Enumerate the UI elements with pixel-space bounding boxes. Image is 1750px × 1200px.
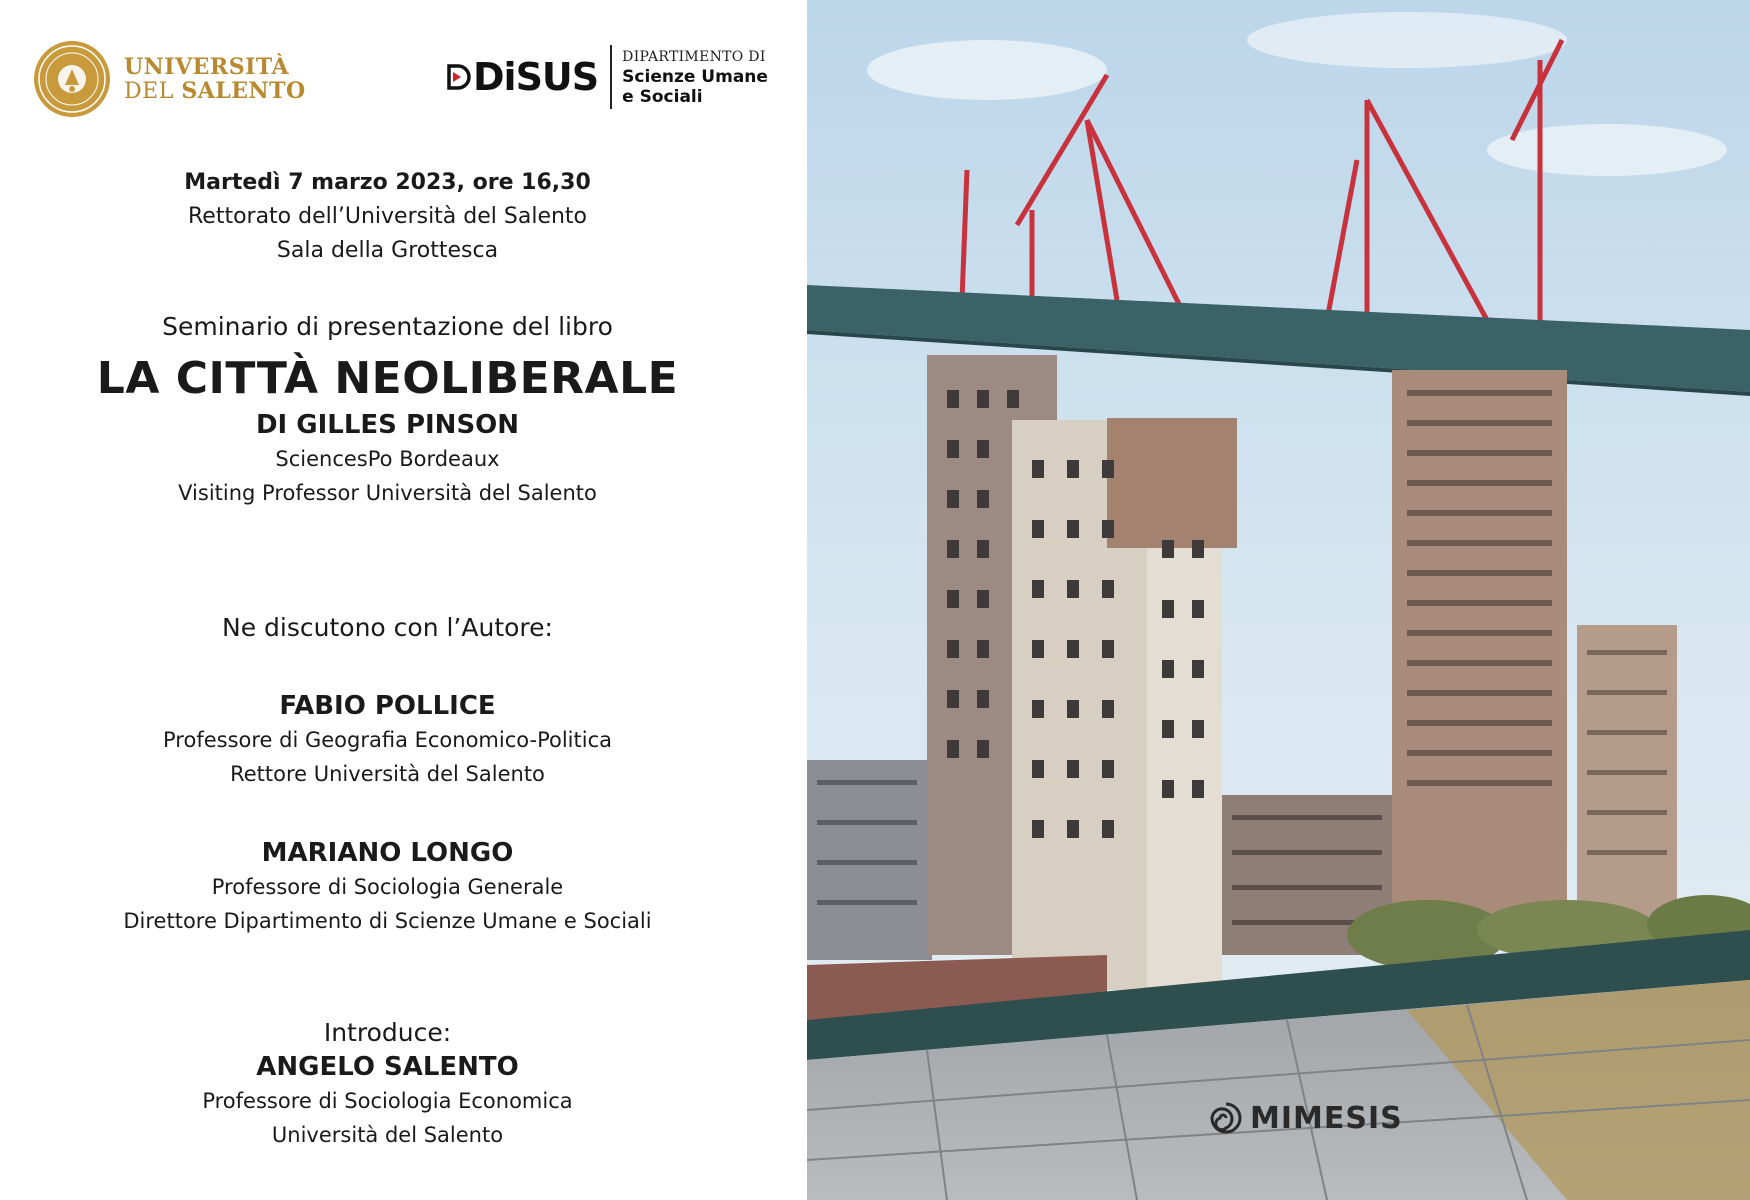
book-section	[0, 310, 775, 510]
university-name-line1: UNIVERSITÀ	[124, 53, 290, 80]
introducer-name: ANGELO SALENTO	[256, 1052, 519, 1082]
discussant-role-2: Direttore Dipartimento di Scienze Umane e Sociali	[123, 909, 652, 933]
department-label: DIPARTIMENTO DI	[622, 49, 766, 65]
introducer-heading: Introduce:	[323, 1018, 452, 1047]
publisher-name: MIMESIS	[1250, 1100, 1403, 1136]
disus-logo	[445, 42, 768, 112]
event-date: Martedì 7 marzo 2023, ore 16,30	[184, 170, 591, 195]
author-affiliation-1: SciencesPo Bordeaux	[275, 447, 500, 471]
introducer-section	[0, 1016, 775, 1152]
department-name-line1: Scienze Umane	[622, 67, 768, 87]
book-author: DI GILLES PINSON	[255, 410, 520, 440]
invitation-text-panel	[0, 0, 807, 1200]
introducer-role-2: Università del Salento	[271, 1123, 504, 1147]
department-name-line2: e Sociali	[622, 87, 703, 107]
discussant-name: FABIO POLLICE	[279, 691, 496, 721]
university-name-del: DEL	[124, 78, 182, 104]
logo-divider	[610, 45, 612, 109]
discussant-name: MARIANO LONGO	[261, 838, 514, 868]
introducer-role-1: Professore di Sociologia Economica	[202, 1089, 573, 1113]
university-seal-icon	[32, 39, 112, 119]
discussant-role-1: Professore di Sociologia Generale	[211, 875, 564, 899]
discussant-role-2: Rettore Università del Salento	[230, 762, 545, 786]
seminar-intro: Seminario di presentazione del libro	[162, 312, 613, 341]
book-title: LA CITTÀ NEOLIBERALE	[96, 353, 679, 404]
event-room: Sala della Grottesca	[276, 238, 499, 263]
publisher-logo	[1208, 1100, 1403, 1136]
university-name-salento: SALENTO	[181, 77, 306, 104]
city-construction-illustration	[807, 0, 1750, 1200]
discussant-role-1: Professore di Geografia Economico-Politica	[163, 728, 612, 752]
universita-del-salento-logo	[32, 38, 306, 120]
event-venue: Rettorato dell’Università del Salento	[187, 204, 588, 229]
discussant-1	[0, 689, 775, 791]
discussants-heading: Ne discutono con l’Autore:	[222, 613, 553, 642]
mimesis-spiral-icon	[1208, 1100, 1244, 1136]
book-cover-image	[807, 0, 1750, 1200]
disus-wordmark: DiSUS	[473, 55, 599, 99]
disus-mark-icon	[445, 62, 471, 92]
author-affiliation-2: Visiting Professor Università del Salento	[178, 481, 597, 505]
event-details	[0, 166, 775, 268]
discussant-2	[0, 836, 775, 938]
